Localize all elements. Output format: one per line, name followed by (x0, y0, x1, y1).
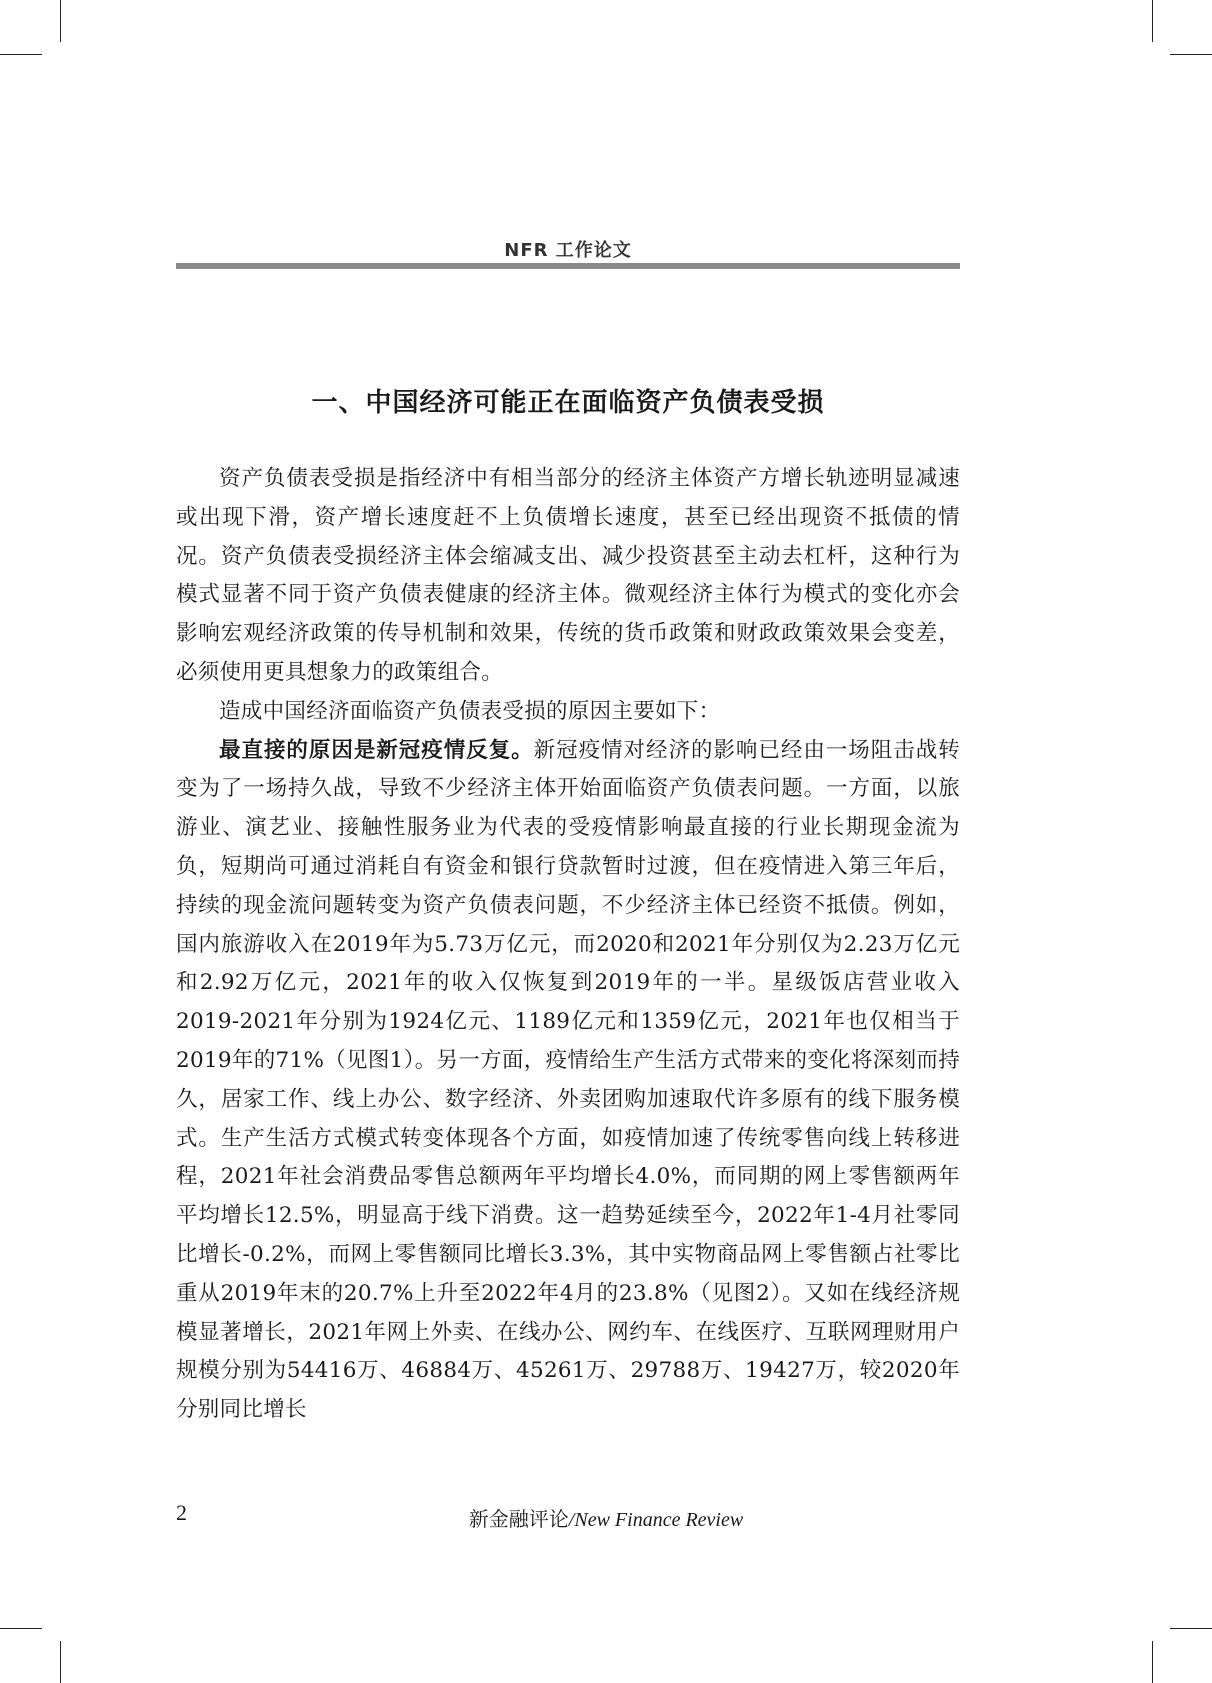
section-title: 一、中国经济可能正在面临资产负债表受损 (311, 388, 825, 418)
paragraph: 造成中国经济面临资产负债表受损的原因主要如下： (219, 698, 721, 724)
paragraph-text: 新冠疫情对经济的影响已经由一场阻击战转变为了一场持久战，导致不少经济主体开始面临资产负债表问题。一方面，以旅游业、演艺业、接触性服务业为代表的受疫情影响最直接的行业长期现金流为负，短期尚可通过消耗自有资金和银行贷款暂时过渡，但在疫情进入第三年后，持续的现金流问题转变为资产负债表问题，不少经济主体已经资不抵债。例如，国内旅游收入在2019年为5.73万亿元，而2020和2021年分别仅为2.23万亿元和2.92万亿元，2021年的收入仅恢复到2019年的一半。星级饭店营业收入2019-2021年分别为1924亿元、1189亿元和1359亿元，2021年也仅相当于2019年的71%（见图1）。另一方面，疫情给生产生活方式带来的变化将深刻而持久，居家工作、线上办公、数字经济、外卖团购加速取代许多原有的线下服务模式。生产生活方式模式转变体现各个方面，如疫情加速了传统零售向线上转移进程，2021年社会消费品零售总额两年平均增长4.0%，而同期的网上零售额两年平均增长12.5%，明显高于线下消费。这一趋势延续至今，2022年1-4月社零同比增长-0.2%，而网上零售额同比增长3.3%，其中实物商品网上零售额占社零比重从2019年末的20.7%上升至2022年4月的23.8%（见图2）。又如在线经济规模显著增长，2021年网上外卖、在线办公、网约车、在线医疗、互联网理财用户规模分别为54416万、46884万、45261万、29788万、19427万，较2020年分别同比增长 (176, 737, 961, 1423)
journal-footer (0, 1503, 1212, 1532)
crop-mark (1170, 1628, 1212, 1629)
page-number: 2 (176, 1500, 187, 1525)
crop-mark (1170, 54, 1212, 55)
crop-mark (60, 0, 61, 42)
crop-mark (0, 54, 42, 55)
header-rule (176, 263, 960, 269)
paragraph-lead: 最直接的原因是新冠疫情反复。 (219, 737, 534, 763)
crop-mark (1152, 1641, 1153, 1683)
crop-mark (60, 1641, 61, 1683)
running-header: NFR 工作论文 (504, 240, 632, 261)
crop-mark (0, 1628, 42, 1629)
body-text (176, 460, 960, 1430)
crop-mark (1152, 0, 1153, 42)
journal-separator: / (568, 1509, 575, 1531)
journal-name-en: New Finance Review (574, 1509, 744, 1531)
journal-name-cn: 新金融评论 (468, 1509, 569, 1531)
paragraph (176, 732, 960, 1430)
paragraph: 资产负债表受损是指经济中有相当部分的经济主体资产方增长轨迹明显减速或出现下滑，资产增长速度赶不上负债增长速度，甚至已经出现资不抵债的情况。资产负债表受损经济主体会缩减支出、减少投资甚至主动去杠杆，这种行为模式显著不同于资产负债表健康的经济主体。微观经济主体行为模式的变化亦会影响宏观经济政策的传导机制和效果，传统的货币政策和财政政策效果会变差，必须使用更具想象力的政策组合。 (176, 466, 960, 685)
